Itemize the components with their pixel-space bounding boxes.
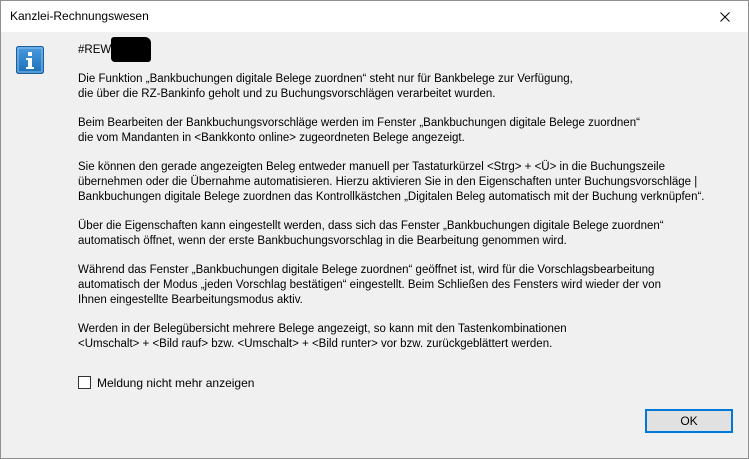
- paragraph-1: Die Funktion „Bankbuchungen digitale Belege zuordnen“ steht nur für Bankbelege zur Verfügung, die über die RZ-Bankinfo geholt und zu Buchungsvorschlägen verarbeitet wurden.: [78, 73, 573, 100]
- window-title: Kanzlei-Rechnungswesen: [10, 9, 149, 23]
- paragraph-5: Während das Fenster „Bankbuchungen digitale Belege zuordnen“ geöffnet ist, wird für die Vorschlagsbearbeitung automatisch der Modus „jeden Vorschlag bestätigen“ eingestellt. Beim Schließen des Fensters wird wieder der von Ihnen eingestellte Bearbeitungsmodus aktiv.: [78, 264, 661, 306]
- close-button[interactable]: [702, 1, 748, 32]
- paragraph-2: Beim Bearbeiten der Bankbuchungsvorschläge werden im Fenster „Bankbuchungen digitale Belege zuordnen“ die vom Mandanten in <Bankkonto online> zugeordneten Belege angezeigt.: [78, 117, 640, 144]
- paragraph-6: Werden in der Belegübersicht mehrere Belege angezeigt, so kann mit den Tastenkombinationen <Umschalt> + <Bild rauf> bzw. <Umschalt> + <Bild runter> vor bzw. zurückgeblättert werden.: [78, 323, 567, 350]
- dont-show-again-checkbox[interactable]: [78, 376, 91, 389]
- dont-show-again-label[interactable]: Meldung nicht mehr anzeigen: [97, 375, 255, 390]
- dialog-content: [1, 32, 748, 458]
- redaction-block: [111, 37, 151, 62]
- message-text: [78, 43, 728, 352]
- ok-button[interactable]: OK: [645, 409, 733, 433]
- paragraph-4: Über die Eigenschaften kann eingestellt werden, dass sich das Fenster „Bankbuchungen digitale Belege zuordnen“ automatisch öffnet, wenn der erste Bankbuchungsvorschlag in die Bearbeitung genommen wird.: [78, 220, 664, 247]
- dont-show-again-option[interactable]: [78, 375, 254, 390]
- title-bar[interactable]: [1, 1, 748, 32]
- paragraph-3: Sie können den gerade angezeigten Beleg entweder manuell per Tastaturkürzel <Strg> + <Ü> in die Buchungszeile übernehmen oder die Übernahme automatisieren. Hierzu aktivieren Sie in den Eigenschaften unter Buchungsvorschläge | Bankbuchungen digitale Belege zuordnen das Kontrollkästchen „Digitalen Beleg automatisch mit der Buchung verknüpfen“.: [78, 161, 705, 203]
- message-code: #REW: [78, 43, 111, 58]
- close-icon: [720, 12, 730, 22]
- info-icon: [16, 46, 44, 74]
